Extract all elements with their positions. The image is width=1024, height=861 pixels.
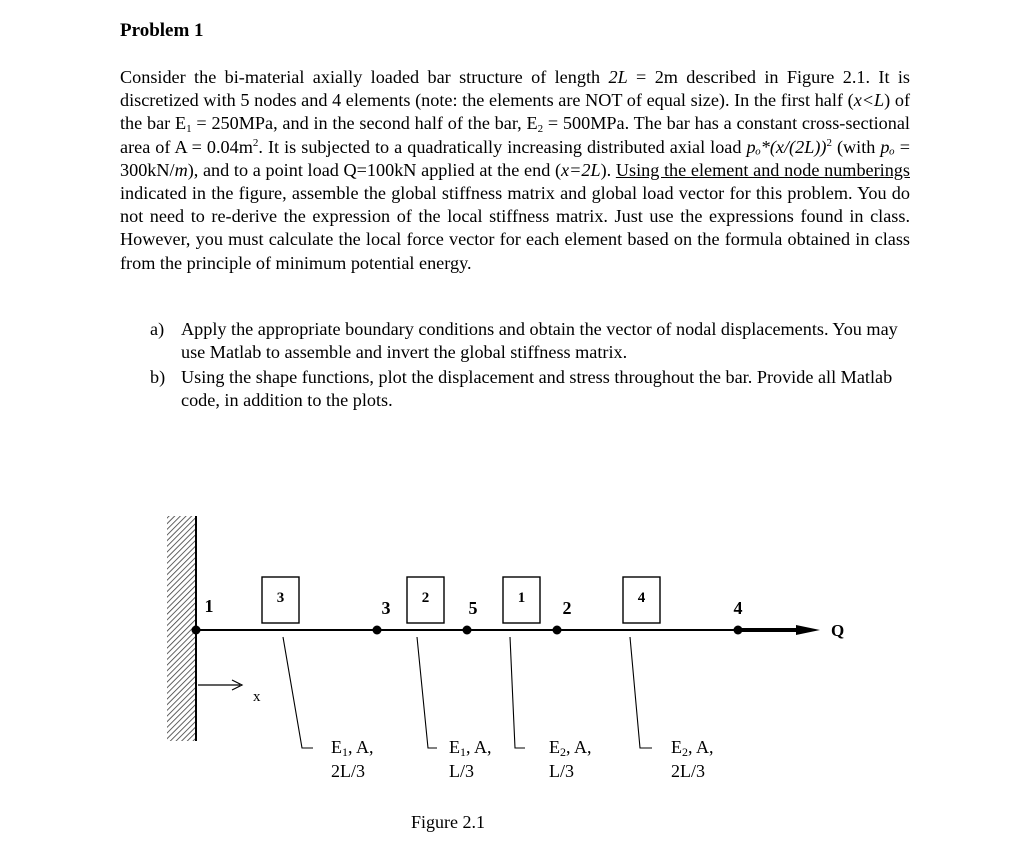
element-length: L/3 [449, 761, 474, 781]
element-properties: E2, A, [549, 737, 592, 759]
node-label: 4 [733, 598, 743, 618]
fixed-wall-support [167, 516, 196, 741]
problem-title: Problem 1 [120, 20, 204, 41]
sub-question-marker: a) [150, 319, 165, 339]
problem-statement: Consider the bi-material axially loaded bar structure of length 2L = 2m described in Figure 2.1. It is discretized with 5 nodes and 4 elements (note: the elements are NOT of equal size). In the first half (x<L) of the bar $E_1 = 250MPa$, and in the second half of the bar, $E_2 = 500MPa$. The bar has a constant cross-sectional area of $A = 0.04m^2$. It is subjected to a quadratically increasing distributed axial load $p_o*(x/(2L))^2$ (with pₒ = 300kN/m), and to a point load Q=100kN applied at the end (x=2L). Using the element and node numberings indicated in the figure, assemble the global stiffness matrix and global load vector for this problem. You do not need to re-derive the expression of the local stiffness matrix. Just use the expressions found in class. However, you must calculate the local force vector for each element based on the formula obtained in class from the principle of minimum potential energy. [120, 67, 911, 273]
node-label: 5 [468, 598, 478, 618]
node-dot [553, 626, 562, 635]
node-dot [463, 626, 472, 635]
node-label: 2 [562, 598, 572, 618]
sub-question-text: Using the shape functions, plot the displacement and stress throughout the bar. Provide all Matlab code, in addition to the plots. [181, 366, 893, 411]
element-length: 2L/3 [331, 761, 365, 781]
point-load-arrowhead [796, 625, 820, 635]
element-label: 2 [421, 590, 430, 606]
leader-line [283, 637, 313, 748]
element-label: 1 [517, 590, 526, 606]
leader-line [630, 637, 652, 748]
point-load-label: Q [831, 621, 845, 640]
element-label: 3 [276, 590, 285, 606]
element-properties: E1, A, [449, 737, 492, 759]
figure-caption: Figure 2.1 [411, 812, 485, 832]
node-dot [192, 626, 201, 635]
element-label: 4 [637, 590, 646, 606]
element-length: 2L/3 [671, 761, 705, 781]
sub-question-marker: b) [150, 366, 166, 387]
leader-line [510, 637, 525, 748]
element-properties: E2, A, [671, 737, 714, 759]
node-label: 1 [204, 596, 214, 616]
element-length: L/3 [549, 761, 574, 781]
underlined-instruction: Using the element and node numberings [615, 159, 910, 180]
node-dot [373, 626, 382, 635]
element-properties: E1, A, [331, 737, 374, 759]
x-axis-label: x [253, 689, 261, 705]
sub-question-text: Apply the appropriate boundary conditions and obtain the vector of nodal displacements. You may use Matlab to assemble and invert the global stiffness matrix. [181, 319, 898, 363]
node-label: 3 [381, 598, 391, 618]
leader-line [417, 637, 437, 748]
